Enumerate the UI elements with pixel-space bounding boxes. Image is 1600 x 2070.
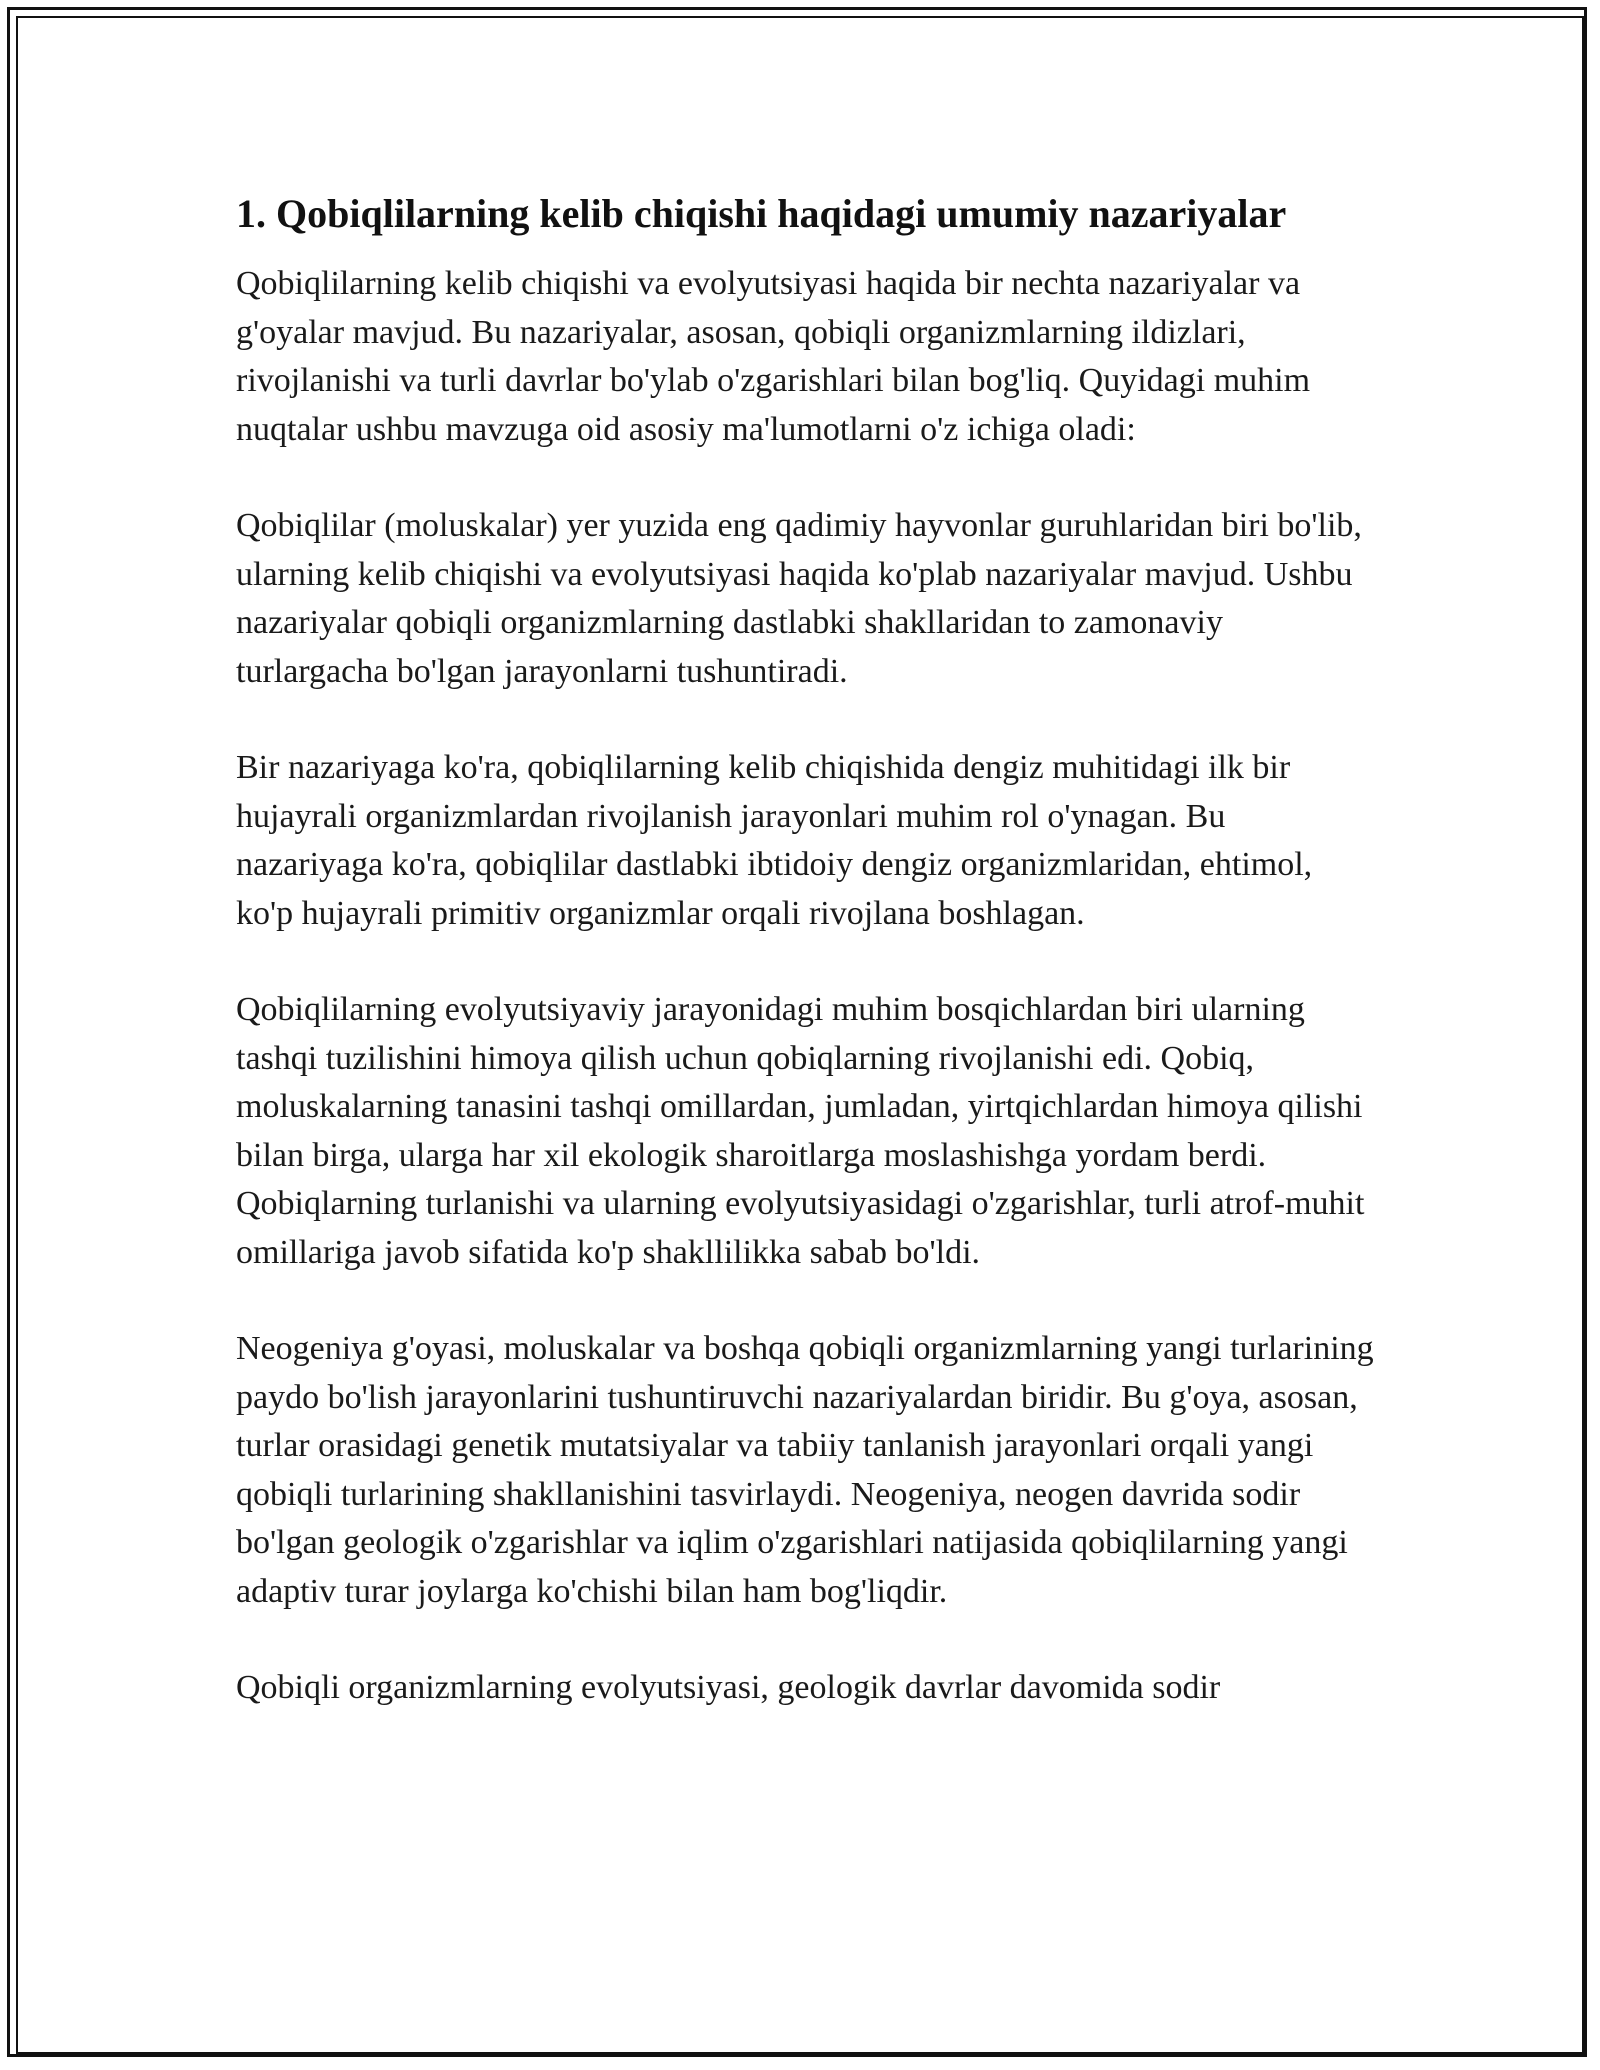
paragraph-geologic: Qobiqli organizmlarning evolyutsiyasi, geologik davrlar davomida sodir <box>236 1669 1221 1706</box>
paragraph-theory-marine: Bir nazariyaga ko'ra, qobiqlilarning kelib chiqishida dengiz muhitidagi ilk bir hujayrali organizmlardan rivojlanish jarayonlari muhim rol o'ynagan. Bu nazariyaga ko'ra, qobiqlilar dastlabki ibtidoiy dengiz organizmlaridan, ehtimol, ko'p hujayrali primitiv organizmlar orqali rivojlana boshlagan. <box>236 749 1313 932</box>
paragraph-neogeny: Neogeniya g'oyasi, moluskalar va boshqa qobiqli organizmlarning yangi turlarining paydo bo'lish jarayonlarini tushuntiruvchi nazariyalardan biridir. Bu g'oya, asosan, turlar orasidagi genetik mutatsiyalar va tabiiy tanlanish jarayonlari orqali yangi qobiqli turlarining shakllanishini tasvirlaydi. Neogeniya, neogen davrida sodir bo'lgan geologik o'zgarishlar va iqlim o'zgarishlari natijasida qobiqlilarning yangi adaptiv turar joylarga ko'chishi bilan ham bog'liqdir. <box>236 1330 1374 1610</box>
paragraph-molluscs: Qobiqlilar (moluskalar) yer yuzida eng qadimiy hayvonlar guruhlaridan biri bo'lib, ularning kelib chiqishi va evolyutsiyasi haqida ko'plab nazariyalar mavjud. Ushbu nazariyalar qobiqli organizmlarning dastlabki shakllaridan to zamonaviy turlargacha bo'lgan jarayonlarni tushuntiradi. <box>236 507 1362 690</box>
paragraph-shell-evolution: Qobiqlilarning evolyutsiyaviy jarayonidagi muhim bosqichlardan biri ularning tashqi tuzilishini himoya qilish uchun qobiqlarning rivojlanishi edi. Qobiq, moluskalarning tanasini tashqi omillardan, jumladan, yirtqichlardan himoya qilishi bilan birga, ularga har xil ekologik sharoitlarga moslashishga yordam berdi. Qobiqlarning turlanishi va ularning evolyutsiyasidagi o'zgarishlar, turli atrof-muhit omillariga javob sifatida ko'p shakllilikka sabab bo'ldi. <box>236 991 1365 1271</box>
section-heading: 1. Qobiqlilarning kelib chiqishi haqidagi umumiy nazariyalar <box>236 191 1287 236</box>
document-body <box>236 186 1376 1713</box>
paragraph-intro: Qobiqlilarning kelib chiqishi va evolyutsiyasi haqida bir nechta nazariyalar va g'oyalar mavjud. Bu nazariyalar, asosan, qobiqli organizmlarning ildizlari, rivojlanishi va turli davrlar bo'ylab o'zgarishlari bilan bog'liq. Quyidagi muhim nuqtalar ushbu mavzuga oid asosiy ma'lumotlarni o'z ichiga oladi: <box>236 265 1311 448</box>
